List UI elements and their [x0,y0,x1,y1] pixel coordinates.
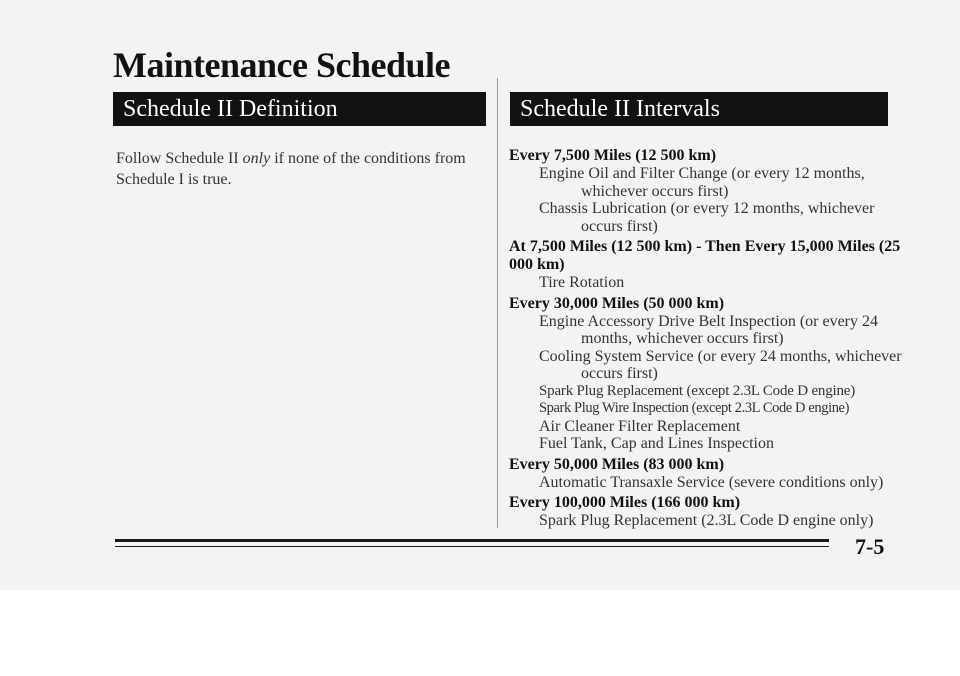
definition-text [116,148,486,190]
interval-item: Chassis Lubrication (or every 12 months, whichever occurs first) [539,200,875,235]
interval-heading: Every 100,000 Miles (166 000 km) [509,494,741,511]
intervals-list [509,147,909,530]
definition-text-start: Follow Schedule II [116,150,243,167]
footer-rule-thin [115,546,829,547]
interval-heading: Every 30,000 Miles (50 000 km) [509,294,725,312]
interval-heading: At 7,500 Miles (12 500 km) - Then Every 15,000 Miles (25 000 km) [509,238,901,273]
interval-item: Fuel Tank, Cap and Lines Inspection [539,435,774,452]
interval-item: Spark Plug Replacement (2.3L Code D engine only) [539,512,874,529]
interval-50000 [509,456,909,492]
interval-item: Air Cleaner Filter Replacement [539,417,741,435]
interval-7500 [509,147,909,235]
definition-text-end: if none of the conditions from Schedule I is true. [116,150,466,188]
schedule-ii-definition-banner: Schedule II Definition [113,92,486,126]
definition-text-emphasis: only [242,150,271,167]
schedule-ii-intervals-banner: Schedule II Intervals [510,92,888,126]
interval-item: Spark Plug Replacement (except 2.3L Code D engine) [539,382,856,399]
interval-item: Automatic Transaxle Service (severe conditions only) [539,473,884,491]
interval-item: Spark Plug Wire Inspection (except 2.3L Code D engine) [539,400,850,416]
column-divider [497,78,498,528]
interval-item: Engine Accessory Drive Belt Inspection (or every 24 months, whichever occurs first) [539,312,879,347]
interval-heading: Every 7,500 Miles (12 500 km) [509,147,717,164]
interval-30000 [509,295,909,453]
page-title: Maintenance Schedule [113,45,450,85]
interval-item: Tire Rotation [539,274,625,291]
interval-item: Cooling System Service (or every 24 months, whichever occurs first) [539,347,902,382]
footer-rule-thick [115,539,829,542]
page-number: 7-5 [855,534,885,559]
interval-item: Engine Oil and Filter Change (or every 12 months, whichever occurs first) [539,165,865,200]
interval-heading: Every 50,000 Miles (83 000 km) [509,455,725,473]
interval-7500-then-15000 [509,238,909,292]
interval-100000 [509,494,909,530]
